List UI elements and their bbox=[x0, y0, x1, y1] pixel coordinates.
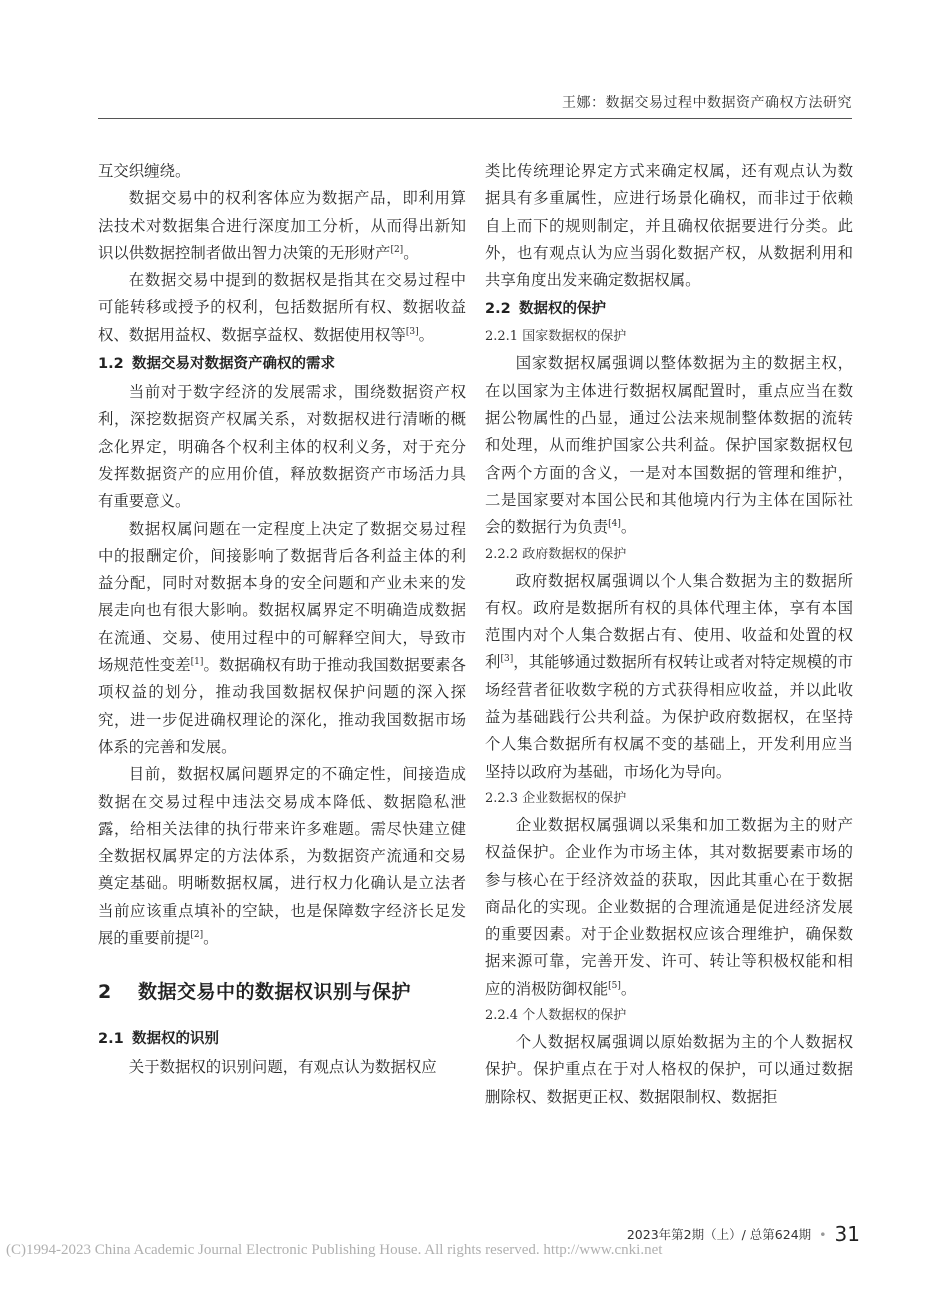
citation[interactable]: [2] bbox=[190, 929, 204, 940]
issue-info: 2023年第2期（上）/ 总第624期 bbox=[626, 1227, 812, 1242]
right-column bbox=[485, 158, 853, 1111]
paragraph: 在数据交易中提到的数据权是指其在交易过程中可能转移或授予的权利，包括数据所有权、数据收益权、数据用益权、数据享益权、数据使用权等[3]。 bbox=[98, 271, 466, 344]
subsection-heading-2-2-4: 2.2.4 个人数据权的保护 bbox=[485, 1008, 627, 1024]
citation[interactable]: [1] bbox=[190, 656, 204, 667]
subsection-heading-2-2-2: 2.2.2 政府数据权的保护 bbox=[485, 546, 627, 562]
header-rule bbox=[98, 118, 852, 119]
paragraph: 当前对于数字经济的发展需求，围绕数据资产权利，深挖数据资产权属关系，对数据权进行清晰的概念化界定，明确各个权利主体的权利义务，对于充分发挥数据资产的应用价值，释放数据资产市场活力具有重要意义。 bbox=[98, 383, 466, 511]
subsection-heading-2-2-1: 2.2.1 国家数据权的保护 bbox=[485, 329, 627, 345]
copyright-watermark: (C)1994-2023 China Academic Journal Electronic Publishing House. All rights reserved. http://www.cnki.net bbox=[6, 1242, 663, 1258]
citation[interactable]: [4] bbox=[608, 519, 621, 530]
paragraph: 个人数据权属强调以原始数据为主的个人数据权保护。保护重点在于对人格权的保护，可以通过数据删除权、数据更正权、数据限制权、数据拒 bbox=[485, 1033, 853, 1106]
paragraph: 政府数据权属强调以个人集合数据为主的数据所有权。政府是数据所有权的具体代理主体，享有本国范围内对个人集合数据占有、使用、收益和处置的权利[3]，其能够通过数据所有权转让或者对特定规模的市场经营者征收数字税的方式获得相应收益，并以此收益为基础践行公共利益。为保护政府数据权，在坚持个人集合数据所有权属不变的基础上，开发利用应当坚持以政府为基础，市场化为导向。 bbox=[485, 571, 853, 781]
paragraph: 互交织缠绕。 bbox=[98, 162, 191, 180]
page-number: 31 bbox=[834, 1222, 860, 1246]
paragraph: 国家数据权属强调以整体数据为主的数据主权，在以国家为主体进行数据权属配置时，重点应当在数据公物属性的凸显，通过公法来规制整体数据的流转和处理，从而维护国家公共利益。保护国家数据权包含两个方面的含义，一是对本国数据的管理和维护，二是国家要对本国公民和其他境内行为主体在国际社会的数据行为负责[4]。 bbox=[485, 354, 853, 537]
citation[interactable]: [5] bbox=[608, 980, 621, 991]
paragraph: 数据权属问题在一定程度上决定了数据交易过程中的报酬定价，间接影响了数据背后各利益主体的利益分配，同时对数据本身的安全问题和产业未来的发展走向也有很大影响。数据权属界定不明确造成数据在流通、交易、使用过程中的可解释空间大，导致市场规范性变差[1]。数据确权有助于推动我国数据要素各项权益的划分，推动我国数据权保护问题的深入探究，进一步促进确权理论的深化，推动我国数据市场体系的完善和发展。 bbox=[98, 519, 466, 756]
citation[interactable]: [3] bbox=[500, 654, 514, 665]
paragraph: 关于数据权的识别问题，有观点认为数据权应 bbox=[128, 1058, 437, 1077]
paragraph: 目前，数据权属问题界定的不确定性，间接造成数据在交易过程中违法交易成本降低、数据隐私泄露，给相关法律的执行带来许多难题。需尽快建立健全数据权属界定的方法体系，为数据资产流通和交易奠定基础。明晰数据权属，进行权力化确认是立法者当前应该重点填补的空缺，也是保障数字经济长足发展的重要前提[2]。 bbox=[98, 765, 466, 948]
bullet-separator: • bbox=[819, 1227, 827, 1242]
paragraph: 数据交易中的权利客体应为数据产品，即利用算法技术对数据集合进行深度加工分析，从而得出新知识以供数据控制者做出智力决策的无形财产[2]。 bbox=[98, 189, 466, 262]
section-heading-2-1: 2.1 数据权的识别 bbox=[98, 1031, 219, 1048]
paragraph: 企业数据权属强调以采集和加工数据为主的财产权益保护。企业作为市场主体，其对数据要素市场的参与核心在于经济效益的获取，因此其重心在于数据商品化的实现。企业数据的合理流通是促进经济发展的重要因素。对于企业数据权应该合理维护，确保数据来源可靠，完善开发、许可、转让等积极权能和相应的消极防御权能[5]。 bbox=[485, 815, 853, 998]
section-heading-2: 2 数据交易中的数据权识别与保护 bbox=[98, 981, 412, 1004]
section-heading-2-2: 2.2 数据权的保护 bbox=[485, 301, 606, 318]
section-heading-1-2: 1.2 数据交易对数据资产确权的需求 bbox=[98, 356, 335, 373]
citation[interactable]: [3] bbox=[405, 326, 419, 337]
running-header: 王娜：数据交易过程中数据资产确权方法研究 bbox=[562, 95, 852, 111]
citation[interactable]: [2] bbox=[390, 244, 404, 255]
paragraph: 类比传统理论界定方式来确定权属，还有观点认为数据具有多重属性，应进行场景化确权，而非过于依赖自上而下的规则制定，并且确权依据要进行分类。此外，也有观点认为应当弱化数据产权，从数据利用和共享角度出发来确定数据权属。 bbox=[485, 162, 853, 290]
left-column bbox=[98, 158, 466, 1082]
subsection-heading-2-2-3: 2.2.3 企业数据权的保护 bbox=[485, 790, 627, 806]
